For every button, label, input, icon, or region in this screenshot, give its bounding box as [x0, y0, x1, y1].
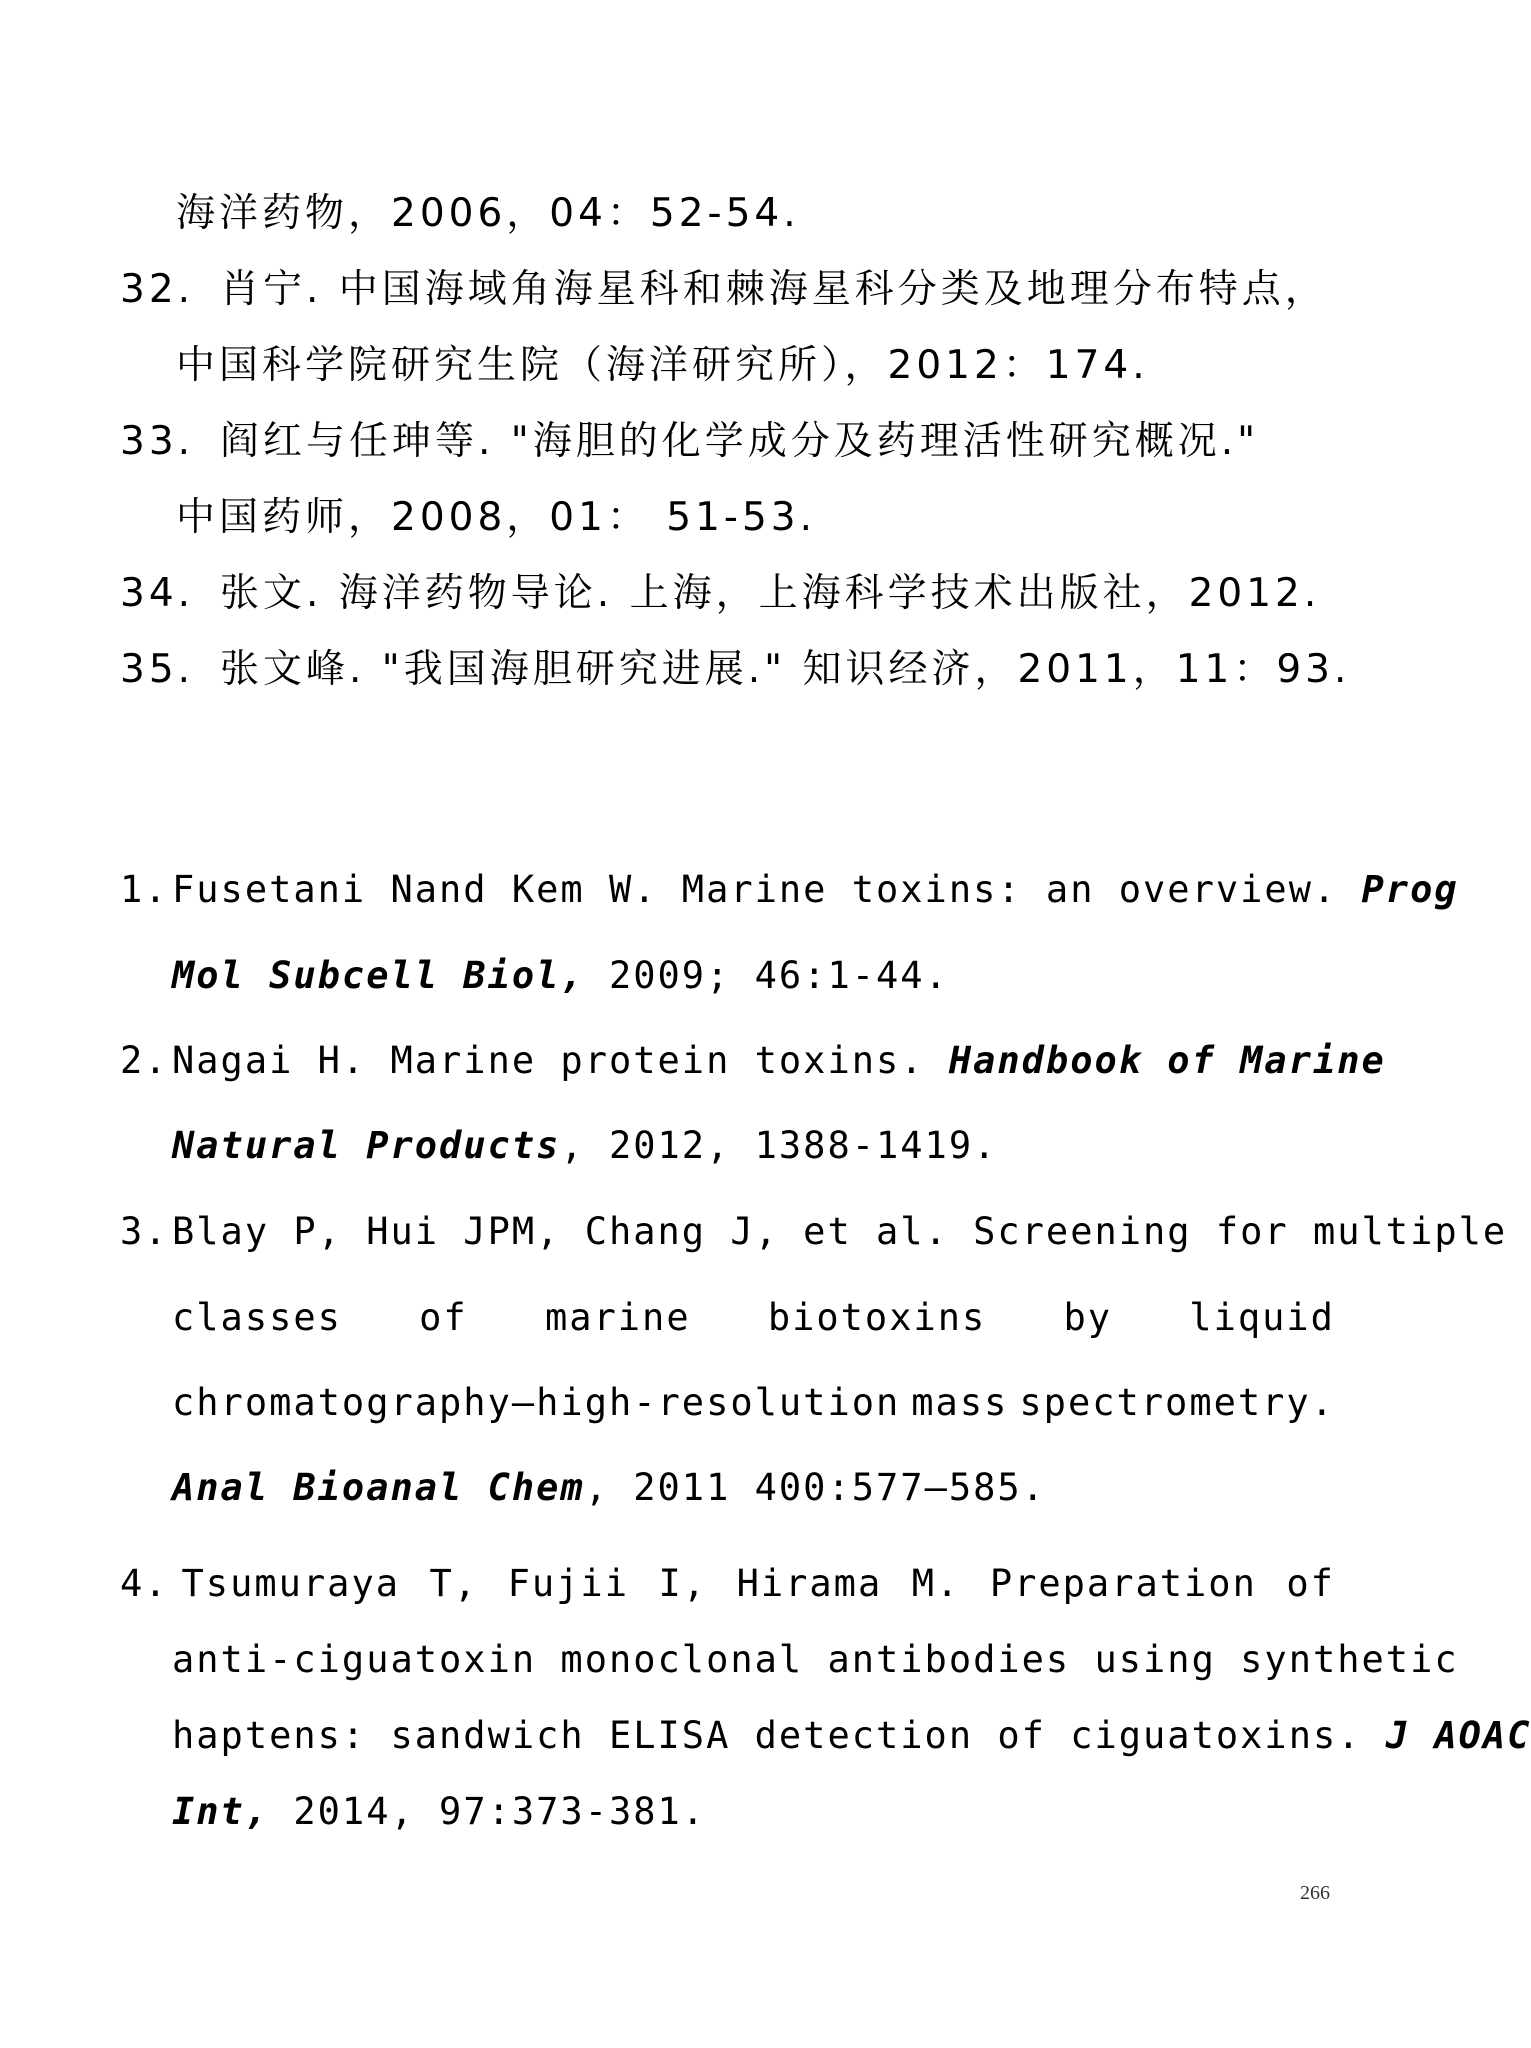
- reference-number: 34.: [120, 571, 195, 616]
- journal-name: Int,: [172, 1790, 270, 1833]
- reference-text: 中国科学院研究生院（海洋研究所），2012：174.: [176, 343, 1149, 388]
- reference-text: 张文峰. "我国海胆研究进展." 知识经济，2011，11：93.: [220, 647, 1351, 692]
- reference-number: 4.: [120, 1562, 169, 1605]
- reference-word: mass: [911, 1381, 1009, 1424]
- reference-text: 阎红与任珅等. "海胆的化学成分及药理活性研究概况.": [220, 419, 1260, 464]
- reference-number: 1.: [120, 868, 169, 911]
- reference-number: 35.: [120, 647, 195, 692]
- reference-word: classes: [172, 1296, 342, 1339]
- reference-en-4-line-2: [172, 1636, 1459, 1684]
- reference-text: anti-ciguatoxin monoclonal antibodies using synthetic: [172, 1638, 1459, 1681]
- reference-word: M.: [911, 1562, 961, 1605]
- reference-32: [120, 266, 1328, 314]
- reference-word: of: [419, 1296, 468, 1339]
- journal-name: Prog: [1361, 868, 1459, 911]
- reference-word: I,: [658, 1562, 708, 1605]
- reference-text: 海洋药物，2006，04：52-54.: [176, 191, 800, 236]
- reference-text: Fusetani Nand Kem W. Marine toxins: an overview.: [172, 868, 1362, 911]
- reference-word: liquid: [1189, 1296, 1335, 1339]
- reference-text: , 2011 400:577–585.: [584, 1466, 1046, 1509]
- reference-en-3-line-4: [172, 1464, 1046, 1512]
- reference-text: haptens: sandwich ELISA detection of ciguatoxins.: [172, 1714, 1386, 1757]
- reference-number: 33.: [120, 419, 195, 464]
- reference-text: , 2012, 1388-1419.: [560, 1124, 998, 1167]
- reference-text: 肖宁. 中国海域角海星科和棘海星科分类及地理分布特点，: [220, 267, 1328, 312]
- reference-word: of: [1286, 1562, 1335, 1605]
- journal-name: Mol Subcell Biol,: [172, 954, 585, 997]
- journal-name: Natural Products: [172, 1124, 561, 1167]
- reference-word: Hirama: [736, 1562, 883, 1605]
- reference-text: 张文. 海洋药物导论. 上海，上海科学技术出版社，2012.: [220, 571, 1321, 616]
- reference-word: spectrometry.: [1019, 1381, 1335, 1424]
- reference-word: Fujii: [507, 1562, 629, 1605]
- reference-35: [120, 646, 1350, 694]
- reference-number: 2.: [120, 1039, 169, 1082]
- reference-en-3-line-2: [172, 1294, 1335, 1342]
- journal-name: J AOAC: [1385, 1714, 1531, 1757]
- reference-word: Tsumuraya: [181, 1562, 400, 1605]
- reference-number: 32.: [120, 267, 195, 312]
- reference-text: Nagai H. Marine protein toxins.: [172, 1039, 949, 1082]
- reference-33: [120, 418, 1259, 466]
- reference-word: marine: [544, 1296, 691, 1339]
- reference-word: by: [1063, 1296, 1113, 1339]
- reference-en-2: [120, 1037, 1386, 1085]
- journal-name: Anal Bioanal Chem: [172, 1466, 585, 1509]
- reference-33-line-2: [176, 494, 816, 542]
- reference-text: 2009; 46:1-44.: [584, 954, 949, 997]
- reference-word: biotoxins: [767, 1296, 987, 1339]
- reference-en-1: [120, 866, 1459, 914]
- reference-31-continuation: [176, 190, 800, 238]
- reference-en-3: [120, 1208, 1507, 1256]
- journal-name: Handbook of Marine: [948, 1039, 1386, 1082]
- reference-32-line-2: [176, 342, 1149, 390]
- reference-en-4-line-3: [172, 1712, 1531, 1760]
- reference-word: chromatography–high-resolution: [172, 1381, 901, 1424]
- reference-word: T,: [429, 1562, 479, 1605]
- page-number: 266: [1300, 1882, 1330, 1904]
- reference-en-3-line-3: [172, 1379, 1335, 1427]
- reference-number: 3.: [120, 1210, 169, 1253]
- reference-text: 中国药师，2008，01： 51-53.: [176, 495, 816, 540]
- reference-en-1-line-2: [172, 952, 949, 1000]
- reference-text: 2014, 97:373-381.: [269, 1790, 707, 1833]
- reference-en-2-line-2: [172, 1122, 997, 1170]
- reference-text: Blay P, Hui JPM, Chang J, et al. Screening for multiple: [172, 1210, 1508, 1253]
- reference-word: Preparation: [989, 1562, 1257, 1605]
- reference-34: [120, 570, 1320, 618]
- reference-en-4: [120, 1560, 1335, 1608]
- reference-en-4-line-4: [172, 1788, 706, 1836]
